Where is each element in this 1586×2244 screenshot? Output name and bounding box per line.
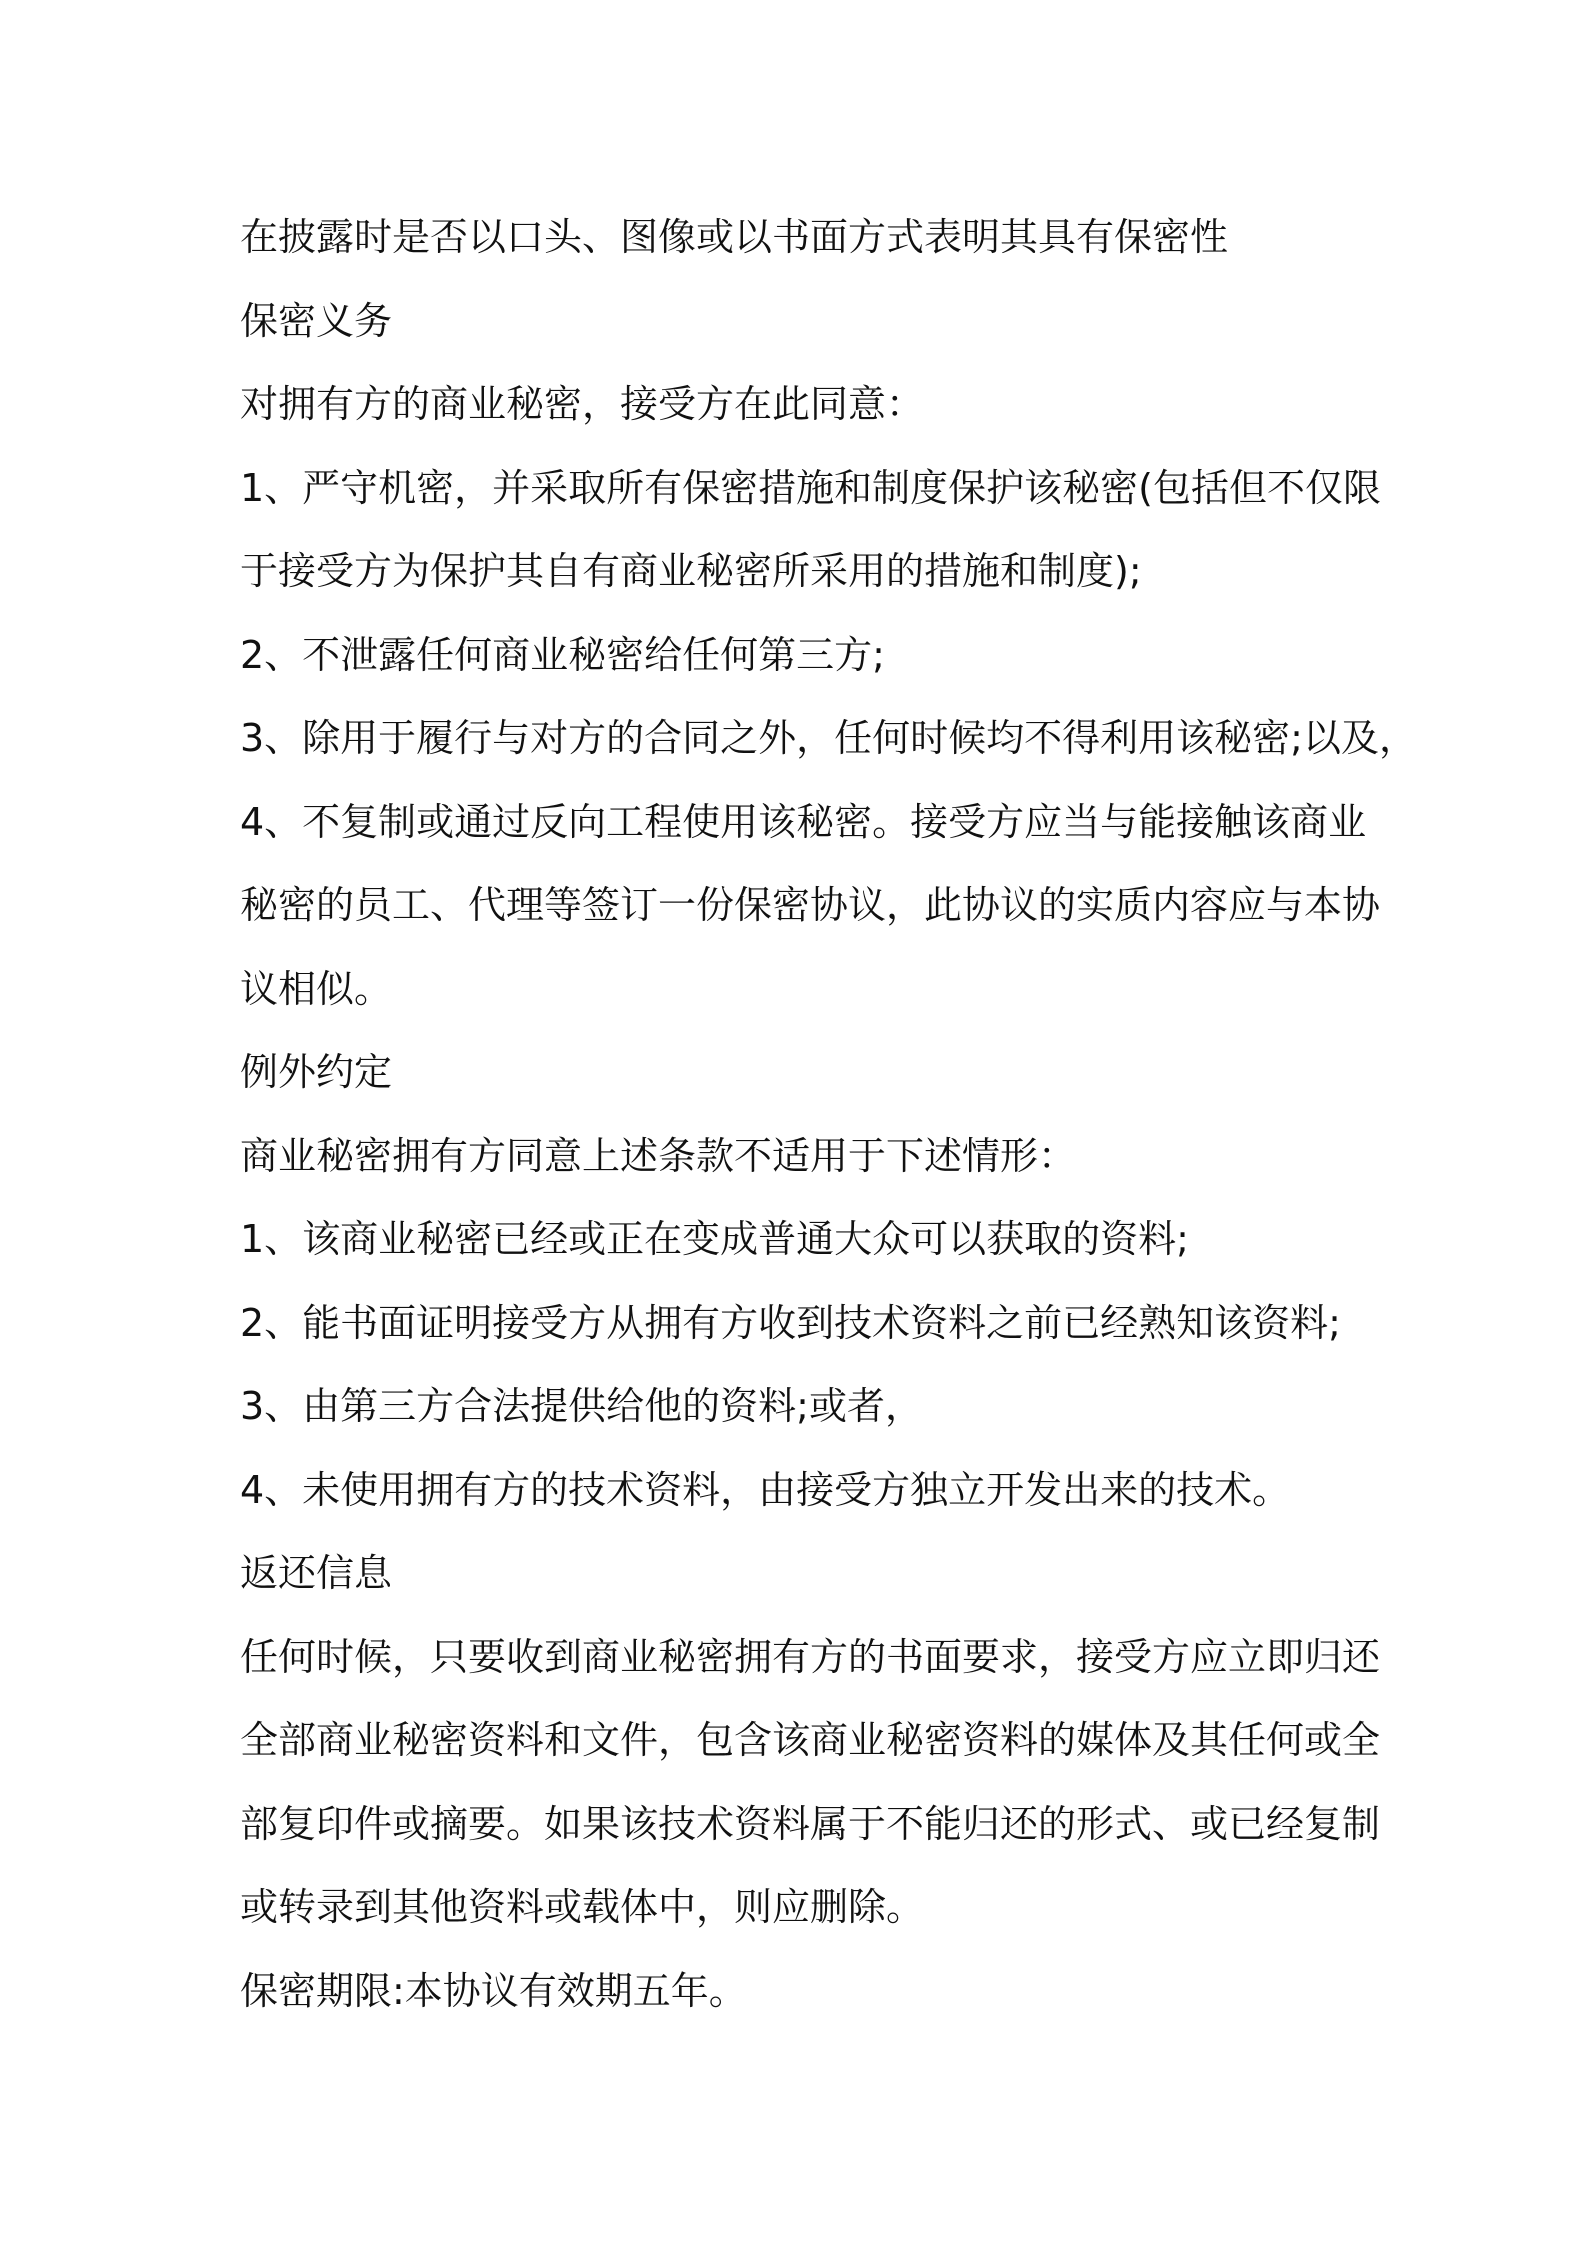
text-line-exception-3: 3、由第三方合法提供给他的资料;或者， — [240, 1384, 923, 1428]
heading-exceptions: 例外约定 — [240, 1050, 393, 1094]
text-line-obligation-1b: 于接受方为保护其自有商业秘密所采用的措施和制度); — [240, 549, 1142, 593]
text-line-return-b: 全部商业秘密资料和文件，包含该商业秘密资料的媒体及其任何或全 — [240, 1718, 1381, 1762]
text-line-agreement-intro: 对拥有方的商业秘密，接受方在此同意： — [240, 382, 925, 426]
text-line-obligation-4b: 秘密的员工、代理等签订一份保密协议，此协议的实质内容应与本协 — [240, 883, 1381, 927]
text-line-exceptions-intro: 商业秘密拥有方同意上述条款不适用于下述情形： — [240, 1133, 1077, 1178]
text-line-exception-2: 2、能书面证明接受方从拥有方收到技术资料之前已经熟知该资料; — [240, 1300, 1341, 1345]
text-line-confidentiality-term: 保密期限:本协议有效期五年。 — [240, 1968, 747, 2013]
text-line-exception-1: 1、该商业秘密已经或正在变成普通大众可以获取的资料; — [240, 1217, 1189, 1261]
text-line-obligation-2: 2、不泄露任何商业秘密给任何第三方; — [240, 632, 885, 677]
text-line-obligation-1a: 1、严守机密，并采取所有保密措施和制度保护该秘密(包括但不仅限 — [240, 465, 1382, 510]
text-line-disclosure: 在披露时是否以口头、图像或以书面方式表明其具有保密性 — [240, 215, 1229, 259]
text-line-return-d: 或转录到其他资料或载体中，则应删除。 — [240, 1885, 925, 1929]
text-line-obligation-4a: 4、不复制或通过反向工程使用该秘密。接受方应当与能接触该商业 — [240, 799, 1367, 844]
heading-return-information: 返还信息 — [240, 1551, 393, 1595]
text-line-obligation-4c: 议相似。 — [240, 966, 393, 1011]
document-body — [240, 196, 1417, 2033]
text-line-obligation-3: 3、除用于履行与对方的合同之外，任何时候均不得利用该秘密;以及， — [240, 716, 1417, 760]
text-line-return-a: 任何时候，只要收到商业秘密拥有方的书面要求，接受方应立即归还 — [240, 1634, 1381, 1679]
text-line-return-c: 部复印件或摘要。如果该技术资料属于不能归还的形式、或已经复制 — [240, 1801, 1381, 1846]
heading-confidentiality-obligation: 保密义务 — [240, 298, 393, 343]
text-line-exception-4: 4、未使用拥有方的技术资料，由接受方独立开发出来的技术。 — [240, 1467, 1291, 1512]
